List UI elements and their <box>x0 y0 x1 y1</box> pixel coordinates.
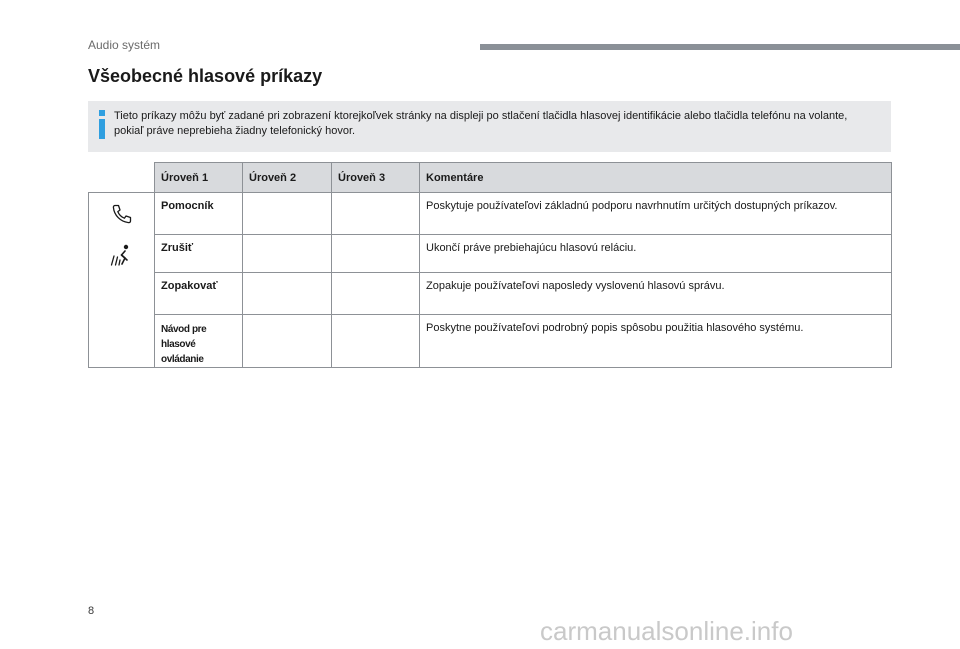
info-icon <box>99 110 105 140</box>
table-row <box>89 193 892 235</box>
icon-cell <box>89 193 155 368</box>
column-header-level2: Úroveň 2 <box>243 163 332 193</box>
voice-commands-table <box>88 162 892 368</box>
comment-cell: Ukončí práve prebiehajúcu hlasovú reláciu. <box>420 235 892 273</box>
section-label: Audio systém <box>88 38 161 52</box>
info-box <box>88 101 891 152</box>
column-header-level3: Úroveň 3 <box>332 163 420 193</box>
column-header-level1: Úroveň 1 <box>155 163 243 193</box>
level3-cell <box>332 273 420 315</box>
level2-cell <box>243 235 332 273</box>
watermark: carmanualsonline.info <box>540 616 793 646</box>
comment-cell: Zopakuje používateľovi naposledy vyslovenú hlasovú správu. <box>420 273 892 315</box>
page-number: 8 <box>88 605 95 617</box>
command-help: Pomocník <box>155 193 243 235</box>
command-cancel: Zrušiť <box>155 235 243 273</box>
page-title: Všeobecné hlasové príkazy <box>88 66 323 86</box>
column-header-comments: Komentáre <box>420 163 892 193</box>
voice-command-icon <box>109 243 133 269</box>
level2-cell <box>243 193 332 235</box>
command-voice-guide-line2: hlasové ovládanie <box>161 339 204 365</box>
header-bar <box>480 44 960 50</box>
comment-cell: Poskytne používateľovi podrobný popis spôsobu použitia hlasového systému. <box>420 315 892 368</box>
level2-cell <box>243 273 332 315</box>
command-voice-guide-line1: Návod pre <box>161 324 207 335</box>
level2-cell <box>243 315 332 368</box>
table-row <box>89 315 892 368</box>
table-row <box>89 235 892 273</box>
table-header-row <box>89 163 892 193</box>
level3-cell <box>332 235 420 273</box>
table-row <box>89 273 892 315</box>
command-repeat: Zopakovať <box>155 273 243 315</box>
level3-cell <box>332 315 420 368</box>
level3-cell <box>332 193 420 235</box>
info-text: Tieto príkazy môžu byť zadané pri zobrazení ktorejkoľvek stránky na displeji po stlačení tlačidla hlasovej identifikácie alebo tlačidla telefónu na volante, pokiaľ práve neprebieha žiadny telefonický hovor. <box>114 110 848 137</box>
command-voice-guide <box>155 315 243 368</box>
comment-cell: Poskytuje používateľovi základnú podporu navrhnutím určitých dostupných príkazov. <box>420 193 892 235</box>
table-header-blank <box>89 163 155 193</box>
phone-icon <box>111 203 133 225</box>
